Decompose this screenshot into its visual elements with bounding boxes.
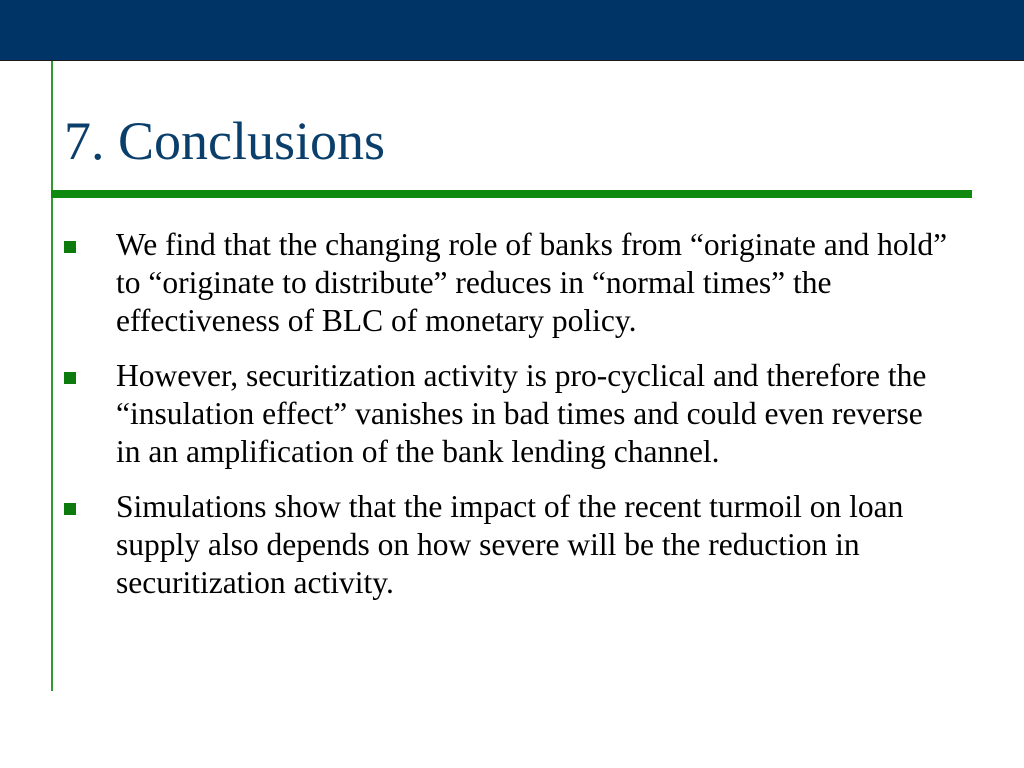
square-bullet-icon [64, 241, 76, 253]
bullet-item-1 [63, 226, 953, 340]
square-bullet-icon [64, 503, 76, 515]
header-bar [0, 0, 1024, 61]
left-accent-rule [51, 61, 53, 691]
bullet-text-1: We find that the changing role of banks from “originate and hold” to “originate to distribute” reduces in “normal times” the effectiveness of BLC of monetary policy. [116, 227, 948, 338]
bullet-item-3 [63, 488, 953, 602]
title-underline-rule [51, 190, 972, 198]
square-bullet-icon [64, 372, 76, 384]
bullet-item-2 [63, 357, 953, 471]
bullet-text-3: Simulations show that the impact of the recent turmoil on loan supply also depends on how severe will be the reduction in securitization activity. [116, 489, 904, 600]
slide-title: 7. Conclusions [64, 111, 386, 171]
bullet-list [63, 226, 953, 619]
bullet-text-2: However, securitization activity is pro-cyclical and therefore the “insulation effect” vanishes in bad times and could even reverse in an amplification of the bank lending channel. [116, 358, 927, 469]
